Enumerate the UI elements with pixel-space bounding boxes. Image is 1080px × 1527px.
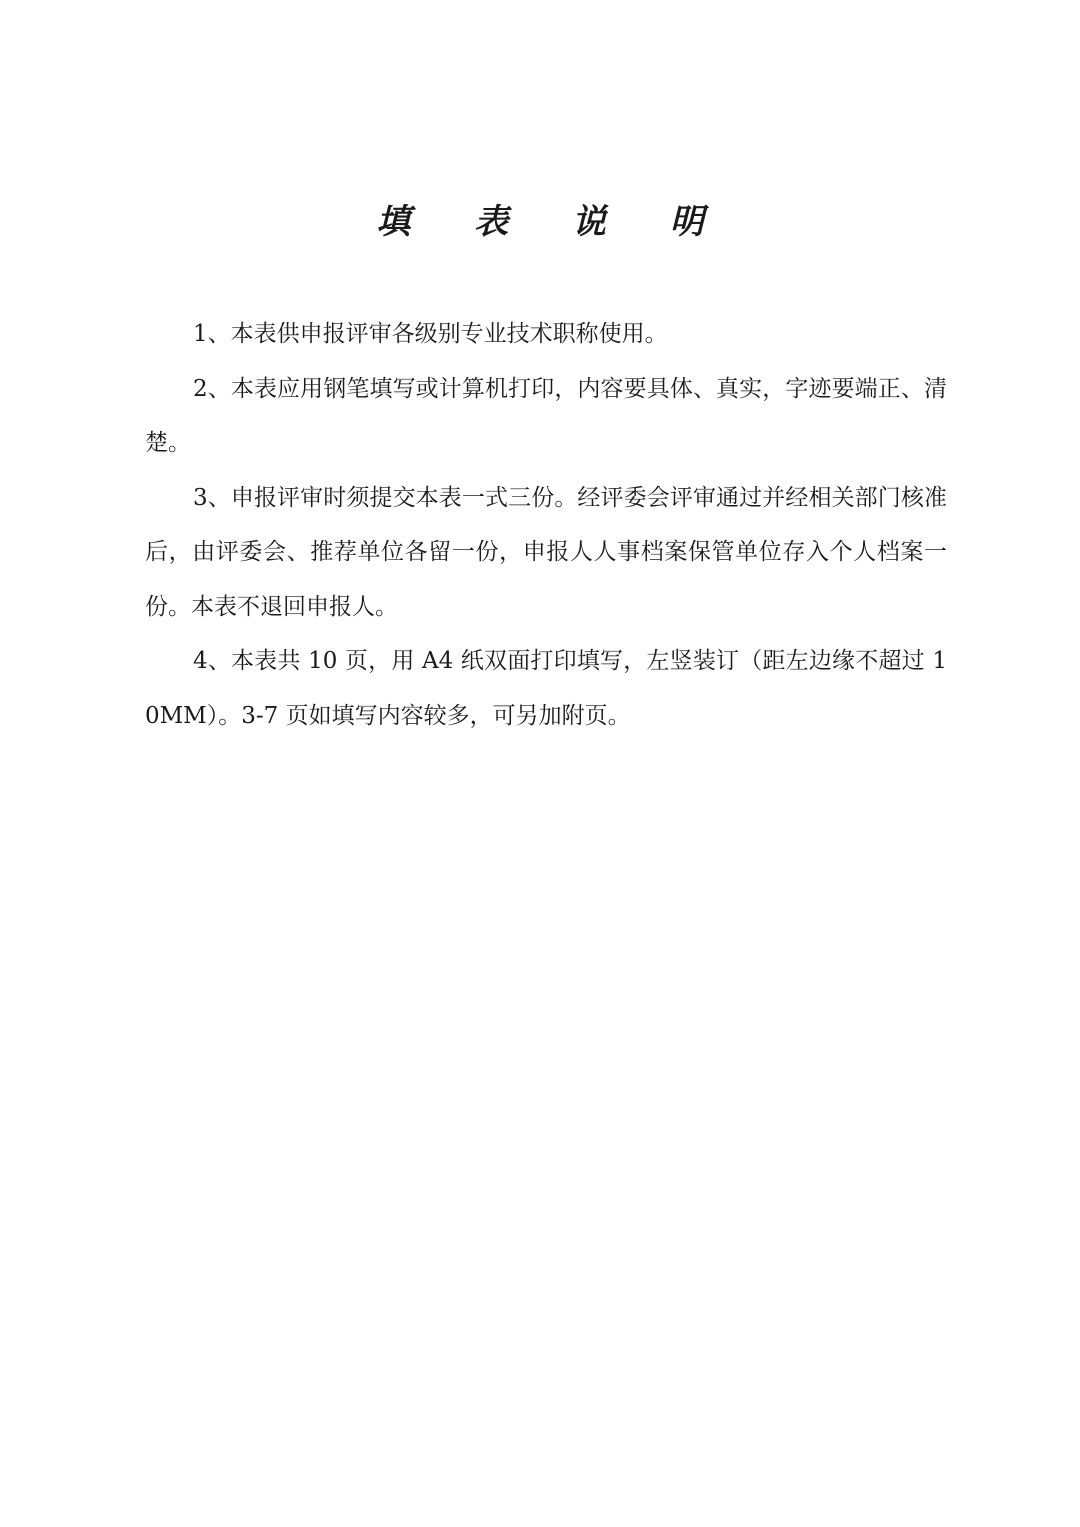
instructions-body xyxy=(145,307,947,743)
instruction-item: 4、本表共 10 页，用 A4 纸双面打印填写，左竖装订（距左边缘不超过 10MM）。3-7 页如填写内容较多，可另加附页。 xyxy=(145,648,947,729)
instruction-item: 2、本表应用钢笔填写或计算机打印，内容要具体、真实，字迹要端正、清楚。 xyxy=(145,375,947,456)
page-title: 填 表 说 明 xyxy=(376,202,730,242)
instruction-item: 3、申报评审时须提交本表一式三份。经评委会评审通过并经相关部门核准后，由评委会、推荐单位各留一份，申报人人事档案保管单位存入个人档案一份。本表不退回申报人。 xyxy=(145,484,947,620)
instruction-item: 1、本表供申报评审各级别专业技术职称使用。 xyxy=(193,321,668,347)
